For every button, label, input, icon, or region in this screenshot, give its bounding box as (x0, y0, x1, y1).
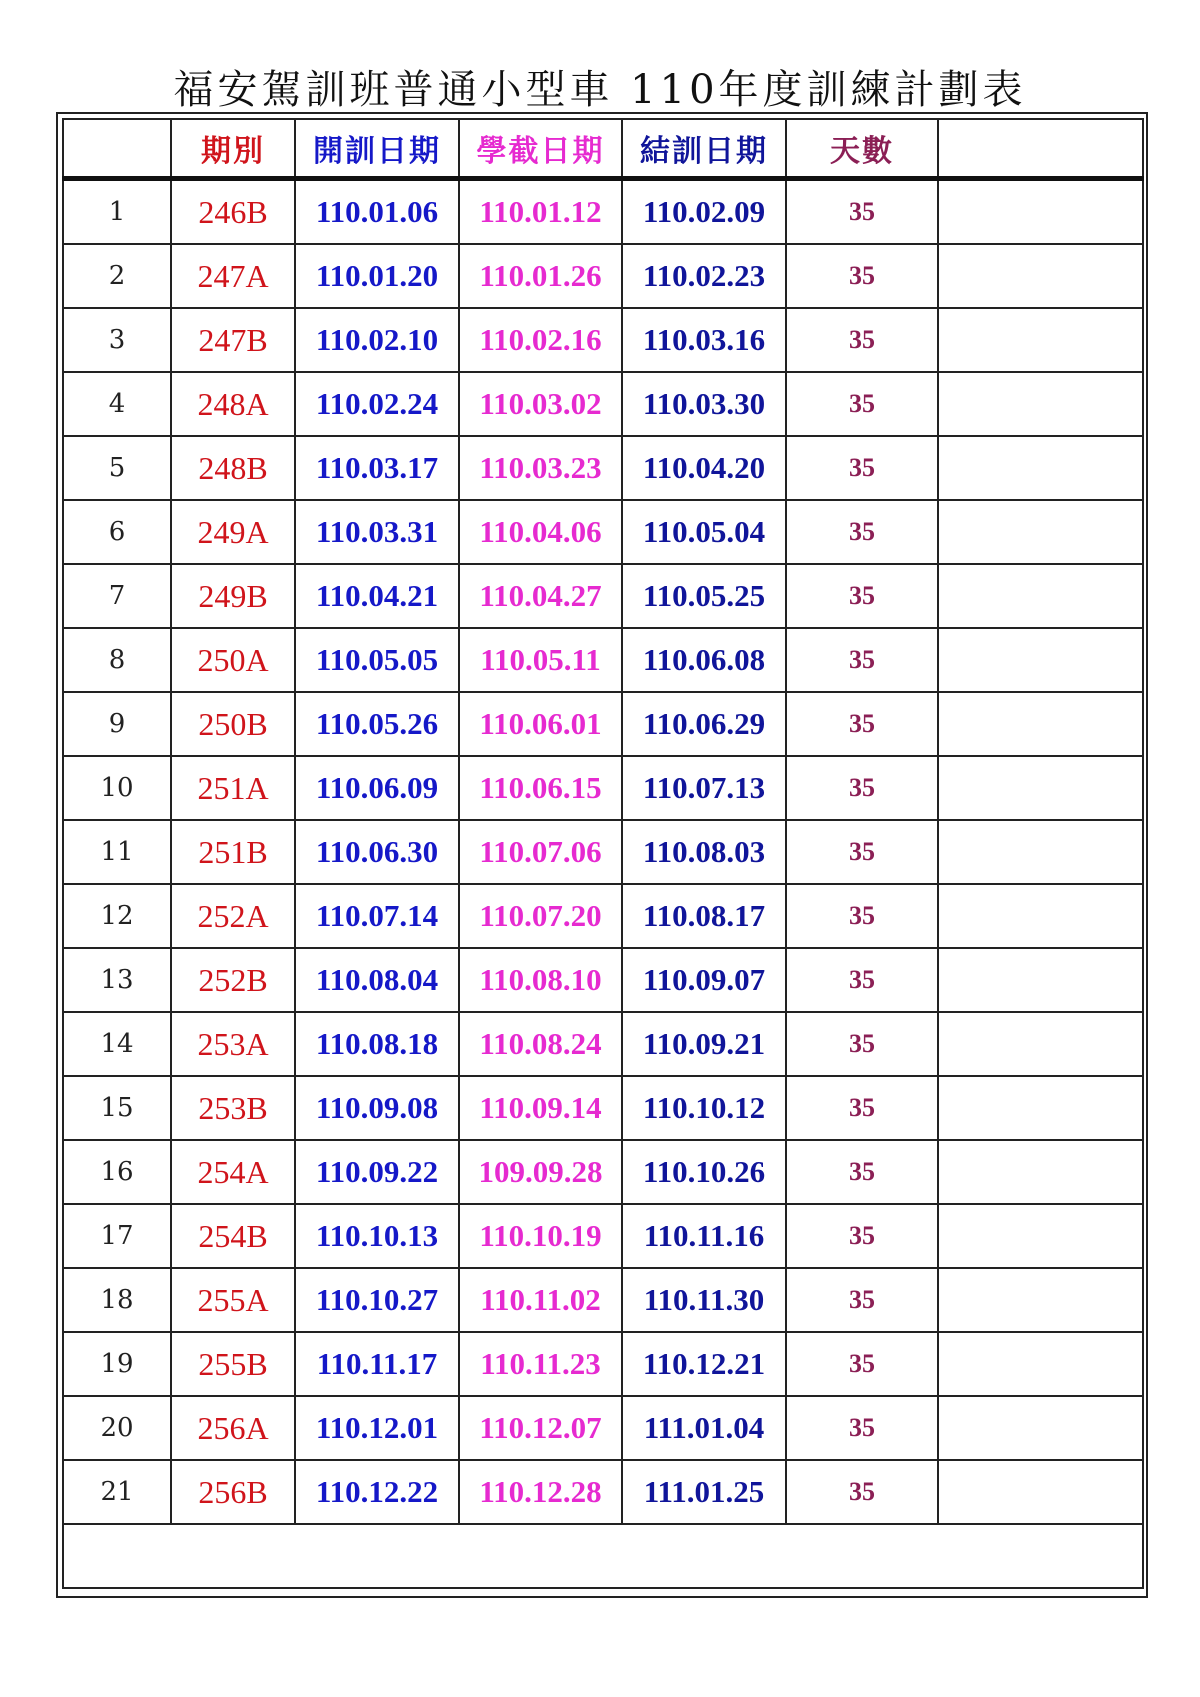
end-date-cell: 110.05.04 (622, 500, 786, 564)
cutoff-date-cell: 109.09.28 (459, 1140, 622, 1204)
row-number: 17 (63, 1204, 171, 1268)
header-note (938, 119, 1143, 179)
header-cutoff-date: 學截日期 (459, 119, 622, 179)
start-date-cell: 110.09.22 (295, 1140, 459, 1204)
row-number: 21 (63, 1460, 171, 1524)
period-cell: 252B (171, 948, 295, 1012)
cutoff-date-cell: 110.06.01 (459, 692, 622, 756)
table-row (63, 1076, 1143, 1140)
note-cell (938, 692, 1143, 756)
table-row (63, 1396, 1143, 1460)
end-date-cell: 110.12.21 (622, 1332, 786, 1396)
days-cell: 35 (786, 1332, 938, 1396)
cutoff-date-cell: 110.07.20 (459, 884, 622, 948)
cutoff-date-cell: 110.01.26 (459, 244, 622, 308)
row-number: 20 (63, 1396, 171, 1460)
header-days: 天數 (786, 119, 938, 179)
row-number: 15 (63, 1076, 171, 1140)
table-row (63, 179, 1143, 245)
table-row (63, 756, 1143, 820)
days-cell: 35 (786, 179, 938, 245)
page-title: 福安駕訓班普通小型車 110年度訓練計劃表 (173, 67, 1027, 113)
row-number: 19 (63, 1332, 171, 1396)
end-date-cell: 110.06.08 (622, 628, 786, 692)
days-cell: 35 (786, 948, 938, 1012)
end-date-cell: 110.02.23 (622, 244, 786, 308)
start-date-cell: 110.09.08 (295, 1076, 459, 1140)
table-row (63, 500, 1143, 564)
note-cell (938, 1140, 1143, 1204)
row-number: 11 (63, 820, 171, 884)
days-cell: 35 (786, 756, 938, 820)
end-date-cell: 110.04.20 (622, 436, 786, 500)
cutoff-date-cell: 110.03.02 (459, 372, 622, 436)
row-number: 14 (63, 1012, 171, 1076)
start-date-cell: 110.12.01 (295, 1396, 459, 1460)
start-date-cell: 110.02.24 (295, 372, 459, 436)
period-cell: 253A (171, 1012, 295, 1076)
start-date-cell: 110.05.26 (295, 692, 459, 756)
start-date-cell: 110.03.31 (295, 500, 459, 564)
cutoff-date-cell: 110.08.10 (459, 948, 622, 1012)
header-period: 期別 (171, 119, 295, 179)
note-cell (938, 1460, 1143, 1524)
days-cell: 35 (786, 244, 938, 308)
end-date-cell: 110.11.30 (622, 1268, 786, 1332)
row-number: 4 (63, 372, 171, 436)
table-row (63, 948, 1143, 1012)
days-cell: 35 (786, 436, 938, 500)
period-cell: 250A (171, 628, 295, 692)
end-date-cell: 110.11.16 (622, 1204, 786, 1268)
note-cell (938, 884, 1143, 948)
note-cell (938, 564, 1143, 628)
note-cell (938, 1204, 1143, 1268)
period-cell: 254B (171, 1204, 295, 1268)
start-date-cell: 110.06.09 (295, 756, 459, 820)
row-number: 5 (63, 436, 171, 500)
row-number: 6 (63, 500, 171, 564)
days-cell: 35 (786, 500, 938, 564)
period-cell: 251A (171, 756, 295, 820)
training-schedule-table (62, 118, 1144, 1589)
end-date-cell: 110.03.30 (622, 372, 786, 436)
days-cell: 35 (786, 692, 938, 756)
cutoff-date-cell: 110.02.16 (459, 308, 622, 372)
period-cell: 256A (171, 1396, 295, 1460)
table-row (63, 692, 1143, 756)
start-date-cell: 110.04.21 (295, 564, 459, 628)
table-row (63, 244, 1143, 308)
cutoff-date-cell: 110.09.14 (459, 1076, 622, 1140)
days-cell: 35 (786, 1396, 938, 1460)
start-date-cell: 110.07.14 (295, 884, 459, 948)
note-cell (938, 628, 1143, 692)
row-number: 1 (63, 179, 171, 245)
period-cell: 246B (171, 179, 295, 245)
header-end-date: 結訓日期 (622, 119, 786, 179)
table-row (63, 884, 1143, 948)
table-row (63, 308, 1143, 372)
period-cell: 255B (171, 1332, 295, 1396)
table-row (63, 1012, 1143, 1076)
end-date-cell: 110.06.29 (622, 692, 786, 756)
period-cell: 247A (171, 244, 295, 308)
row-number: 7 (63, 564, 171, 628)
header-row (63, 119, 1143, 179)
cutoff-date-cell: 110.08.24 (459, 1012, 622, 1076)
table-row (63, 436, 1143, 500)
note-cell (938, 1268, 1143, 1332)
row-number: 16 (63, 1140, 171, 1204)
note-cell (938, 756, 1143, 820)
cutoff-date-cell: 110.07.06 (459, 820, 622, 884)
row-number: 2 (63, 244, 171, 308)
period-cell: 250B (171, 692, 295, 756)
cutoff-date-cell: 110.01.12 (459, 179, 622, 245)
note-cell (938, 1076, 1143, 1140)
period-cell: 256B (171, 1460, 295, 1524)
table-row (63, 564, 1143, 628)
start-date-cell: 110.08.18 (295, 1012, 459, 1076)
end-date-cell: 110.10.12 (622, 1076, 786, 1140)
end-date-cell: 110.08.03 (622, 820, 786, 884)
table-row (63, 1140, 1143, 1204)
period-cell: 249B (171, 564, 295, 628)
row-number: 8 (63, 628, 171, 692)
cutoff-date-cell: 110.04.06 (459, 500, 622, 564)
period-cell: 255A (171, 1268, 295, 1332)
row-number: 10 (63, 756, 171, 820)
note-cell (938, 948, 1143, 1012)
cutoff-date-cell: 110.11.23 (459, 1332, 622, 1396)
table-row (63, 1332, 1143, 1396)
table-row (63, 372, 1143, 436)
note-cell (938, 179, 1143, 245)
note-cell (938, 1396, 1143, 1460)
cutoff-date-cell: 110.12.07 (459, 1396, 622, 1460)
days-cell: 35 (786, 1460, 938, 1524)
header-start-date: 開訓日期 (295, 119, 459, 179)
period-cell: 247B (171, 308, 295, 372)
period-cell: 248A (171, 372, 295, 436)
cutoff-date-cell: 110.12.28 (459, 1460, 622, 1524)
end-date-cell: 110.08.17 (622, 884, 786, 948)
end-date-cell: 110.10.26 (622, 1140, 786, 1204)
start-date-cell: 110.02.10 (295, 308, 459, 372)
days-cell: 35 (786, 564, 938, 628)
period-cell: 253B (171, 1076, 295, 1140)
start-date-cell: 110.05.05 (295, 628, 459, 692)
days-cell: 35 (786, 1204, 938, 1268)
days-cell: 35 (786, 372, 938, 436)
period-cell: 252A (171, 884, 295, 948)
end-date-cell: 110.09.21 (622, 1012, 786, 1076)
start-date-cell: 110.01.20 (295, 244, 459, 308)
row-number: 18 (63, 1268, 171, 1332)
days-cell: 35 (786, 1012, 938, 1076)
period-cell: 248B (171, 436, 295, 500)
note-cell (938, 244, 1143, 308)
row-number: 9 (63, 692, 171, 756)
days-cell: 35 (786, 1268, 938, 1332)
row-number: 13 (63, 948, 171, 1012)
start-date-cell: 110.06.30 (295, 820, 459, 884)
note-cell (938, 308, 1143, 372)
start-date-cell: 110.08.04 (295, 948, 459, 1012)
note-cell (938, 500, 1143, 564)
start-date-cell: 110.11.17 (295, 1332, 459, 1396)
days-cell: 35 (786, 820, 938, 884)
days-cell: 35 (786, 628, 938, 692)
note-cell (938, 436, 1143, 500)
note-cell (938, 1012, 1143, 1076)
end-date-cell: 111.01.04 (622, 1396, 786, 1460)
end-date-cell: 110.02.09 (622, 179, 786, 245)
table-row (63, 820, 1143, 884)
end-date-cell: 110.05.25 (622, 564, 786, 628)
start-date-cell: 110.10.27 (295, 1268, 459, 1332)
cutoff-date-cell: 110.10.19 (459, 1204, 622, 1268)
note-cell (938, 820, 1143, 884)
cutoff-date-cell: 110.04.27 (459, 564, 622, 628)
cutoff-date-cell: 110.11.02 (459, 1268, 622, 1332)
table-row (63, 628, 1143, 692)
days-cell: 35 (786, 1076, 938, 1140)
start-date-cell: 110.01.06 (295, 179, 459, 245)
end-date-cell: 110.03.16 (622, 308, 786, 372)
cutoff-date-cell: 110.05.11 (459, 628, 622, 692)
blank-footer-row (63, 1524, 1143, 1588)
table-row (63, 1460, 1143, 1524)
table-row (63, 1204, 1143, 1268)
period-cell: 251B (171, 820, 295, 884)
period-cell: 254A (171, 1140, 295, 1204)
row-number: 12 (63, 884, 171, 948)
note-cell (938, 1332, 1143, 1396)
cutoff-date-cell: 110.06.15 (459, 756, 622, 820)
note-cell (938, 372, 1143, 436)
days-cell: 35 (786, 884, 938, 948)
days-cell: 35 (786, 308, 938, 372)
end-date-cell: 110.07.13 (622, 756, 786, 820)
table-row (63, 1268, 1143, 1332)
header-no (63, 119, 171, 179)
days-cell: 35 (786, 1140, 938, 1204)
footer-note-cell (63, 1524, 1143, 1588)
start-date-cell: 110.03.17 (295, 436, 459, 500)
cutoff-date-cell: 110.03.23 (459, 436, 622, 500)
start-date-cell: 110.12.22 (295, 1460, 459, 1524)
end-date-cell: 111.01.25 (622, 1460, 786, 1524)
row-number: 3 (63, 308, 171, 372)
period-cell: 249A (171, 500, 295, 564)
table-body (63, 179, 1143, 1589)
end-date-cell: 110.09.07 (622, 948, 786, 1012)
start-date-cell: 110.10.13 (295, 1204, 459, 1268)
